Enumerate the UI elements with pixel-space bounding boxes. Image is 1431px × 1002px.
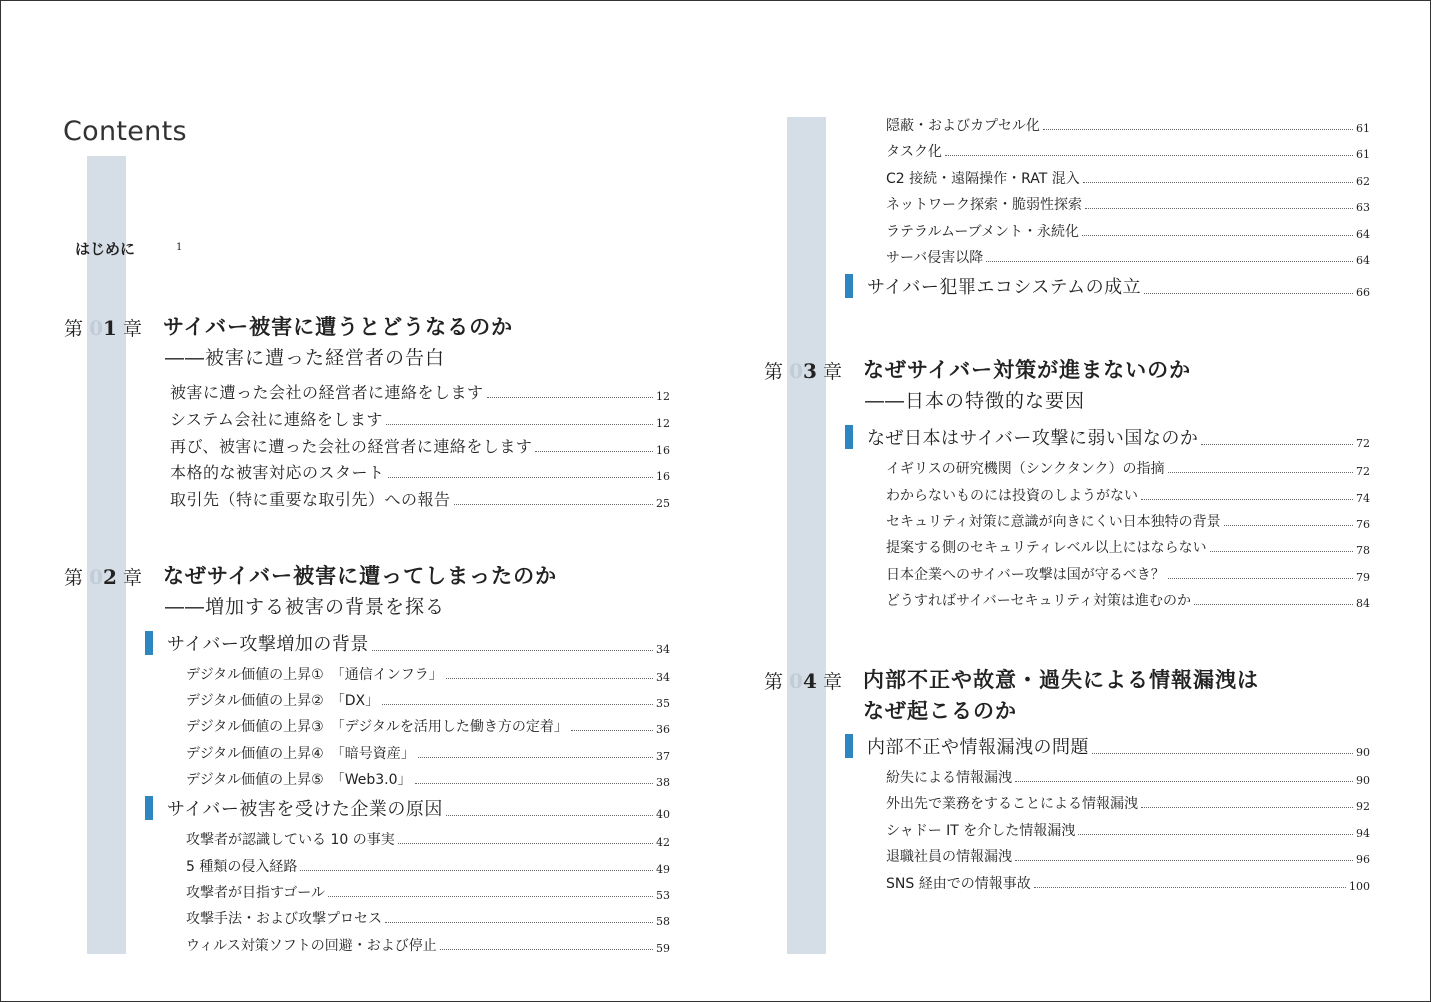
toc-entry[interactable]: 攻撃者が認識している 10 の事実 42 [186, 832, 670, 849]
toc-entry[interactable]: デジタル価値の上昇② 「DX」 35 [186, 693, 670, 710]
toc-entry[interactable]: 隠蔽・およびカプセル化 61 [886, 118, 1370, 135]
section-marker [845, 425, 853, 449]
section-marker [845, 274, 853, 298]
chapter-3-title[interactable]: なぜサイバー対策が進まないのか [863, 358, 1192, 382]
toc-entry[interactable]: ラテラルムーブメント・永続化 64 [886, 224, 1370, 241]
toc-entry[interactable]: デジタル価値の上昇④ 「暗号資産」 37 [186, 746, 670, 763]
toc-entry[interactable]: 取引先（特に重要な取引先）への報告 25 [170, 490, 670, 510]
section-marker [145, 631, 153, 655]
chapter-4-label: 第 04 章 [764, 669, 842, 693]
toc-entry[interactable]: 5 種類の侵入経路 49 [186, 859, 670, 876]
toc-entry[interactable]: 本格的な被害対応のスタート 16 [170, 463, 670, 483]
toc-entry[interactable]: 再び、被害に遭った会社の経営者に連絡をします 16 [170, 437, 670, 457]
intro-page: 1 [176, 242, 183, 253]
chapter-1-subtitle: ――被害に遭った経営者の告白 [165, 347, 446, 369]
chapter-1-label: 第 01 章 [64, 316, 142, 340]
chapter-2-title[interactable]: なぜサイバー被害に遭ってしまったのか [163, 564, 558, 588]
chapter-3-label: 第 03 章 [764, 359, 842, 383]
right-decor-bar [787, 117, 826, 954]
toc-entry[interactable]: 紛失による情報漏洩 90 [886, 770, 1370, 787]
section-marker [845, 734, 853, 758]
toc-entry[interactable]: イギリスの研究機関（シンクタンク）の指摘 72 [886, 461, 1370, 478]
toc-entry[interactable]: デジタル価値の上昇③ 「デジタルを活用した働き方の定着」 36 [186, 719, 670, 736]
toc-entry[interactable]: ウィルス対策ソフトの回避・および停止 59 [186, 938, 670, 955]
toc-section[interactable]: 内部不正や情報漏洩の問題 90 [867, 737, 1370, 759]
toc-entry[interactable]: わからないものには投資のしようがない 74 [886, 488, 1370, 505]
intro-label[interactable]: はじめに [75, 240, 136, 258]
chapter-1-title[interactable]: サイバー被害に遭うとどうなるのか [163, 315, 514, 339]
toc-entry[interactable]: シャドー IT を介した情報漏洩 94 [886, 823, 1370, 840]
toc-section[interactable]: なぜ日本はサイバー攻撃に弱い国なのか 72 [867, 428, 1370, 450]
toc-entry[interactable]: ネットワーク探索・脆弱性探索 63 [886, 197, 1370, 214]
toc-entry[interactable]: 提案する側のセキュリティレベル以上にはならない 78 [886, 540, 1370, 557]
page-title: Contents [63, 116, 187, 147]
toc-entry[interactable]: SNS 経由での情報事故 100 [886, 876, 1370, 893]
toc-entry[interactable]: タスク化 61 [886, 144, 1370, 161]
chapter-4-title-line2[interactable]: なぜ起こるのか [863, 699, 1017, 723]
chapter-3-subtitle: ――日本の特徴的な要因 [865, 390, 1086, 412]
toc-entry[interactable]: 退職社員の情報漏洩 96 [886, 849, 1370, 866]
toc-entry[interactable]: サーバ侵害以降 64 [886, 250, 1370, 267]
toc-entry[interactable]: 外出先で業務をすることによる情報漏洩 92 [886, 796, 1370, 813]
chapter-2-subtitle: ――増加する被害の背景を探る [165, 596, 446, 618]
toc-entry[interactable]: システム会社に連絡をします 12 [170, 410, 670, 430]
toc-entry[interactable]: セキュリティ対策に意識が向きにくい日本独特の背景 76 [886, 514, 1370, 531]
toc-entry[interactable]: C2 接続・遠隔操作・RAT 混入 62 [886, 171, 1370, 188]
section-marker [145, 796, 153, 820]
toc-entry[interactable]: デジタル価値の上昇⑤ 「Web3.0」 38 [186, 772, 670, 789]
toc-entry[interactable]: 攻撃者が目指すゴール 53 [186, 885, 670, 902]
left-decor-bar [87, 156, 126, 954]
toc-section[interactable]: サイバー攻撃増加の背景 34 [167, 634, 670, 656]
chapter-4-title[interactable]: 内部不正や故意・過失による情報漏洩は [863, 668, 1259, 692]
toc-entry[interactable]: 被害に遭った会社の経営者に連絡をします 12 [170, 383, 670, 403]
toc-entry[interactable]: どうすればサイバーセキュリティ対策は進むのか 84 [886, 593, 1370, 610]
toc-entry[interactable]: デジタル価値の上昇① 「通信インフラ」 34 [186, 667, 670, 684]
toc-entry[interactable]: 攻撃手法・および攻撃プロセス 58 [186, 911, 670, 928]
chapter-2-label: 第 02 章 [64, 565, 142, 589]
toc-entry[interactable]: 日本企業へのサイバー攻撃は国が守るべき？ 79 [886, 567, 1370, 584]
toc-section[interactable]: サイバー犯罪エコシステムの成立 66 [867, 277, 1370, 299]
toc-section[interactable]: サイバー被害を受けた企業の原因 40 [167, 799, 670, 821]
